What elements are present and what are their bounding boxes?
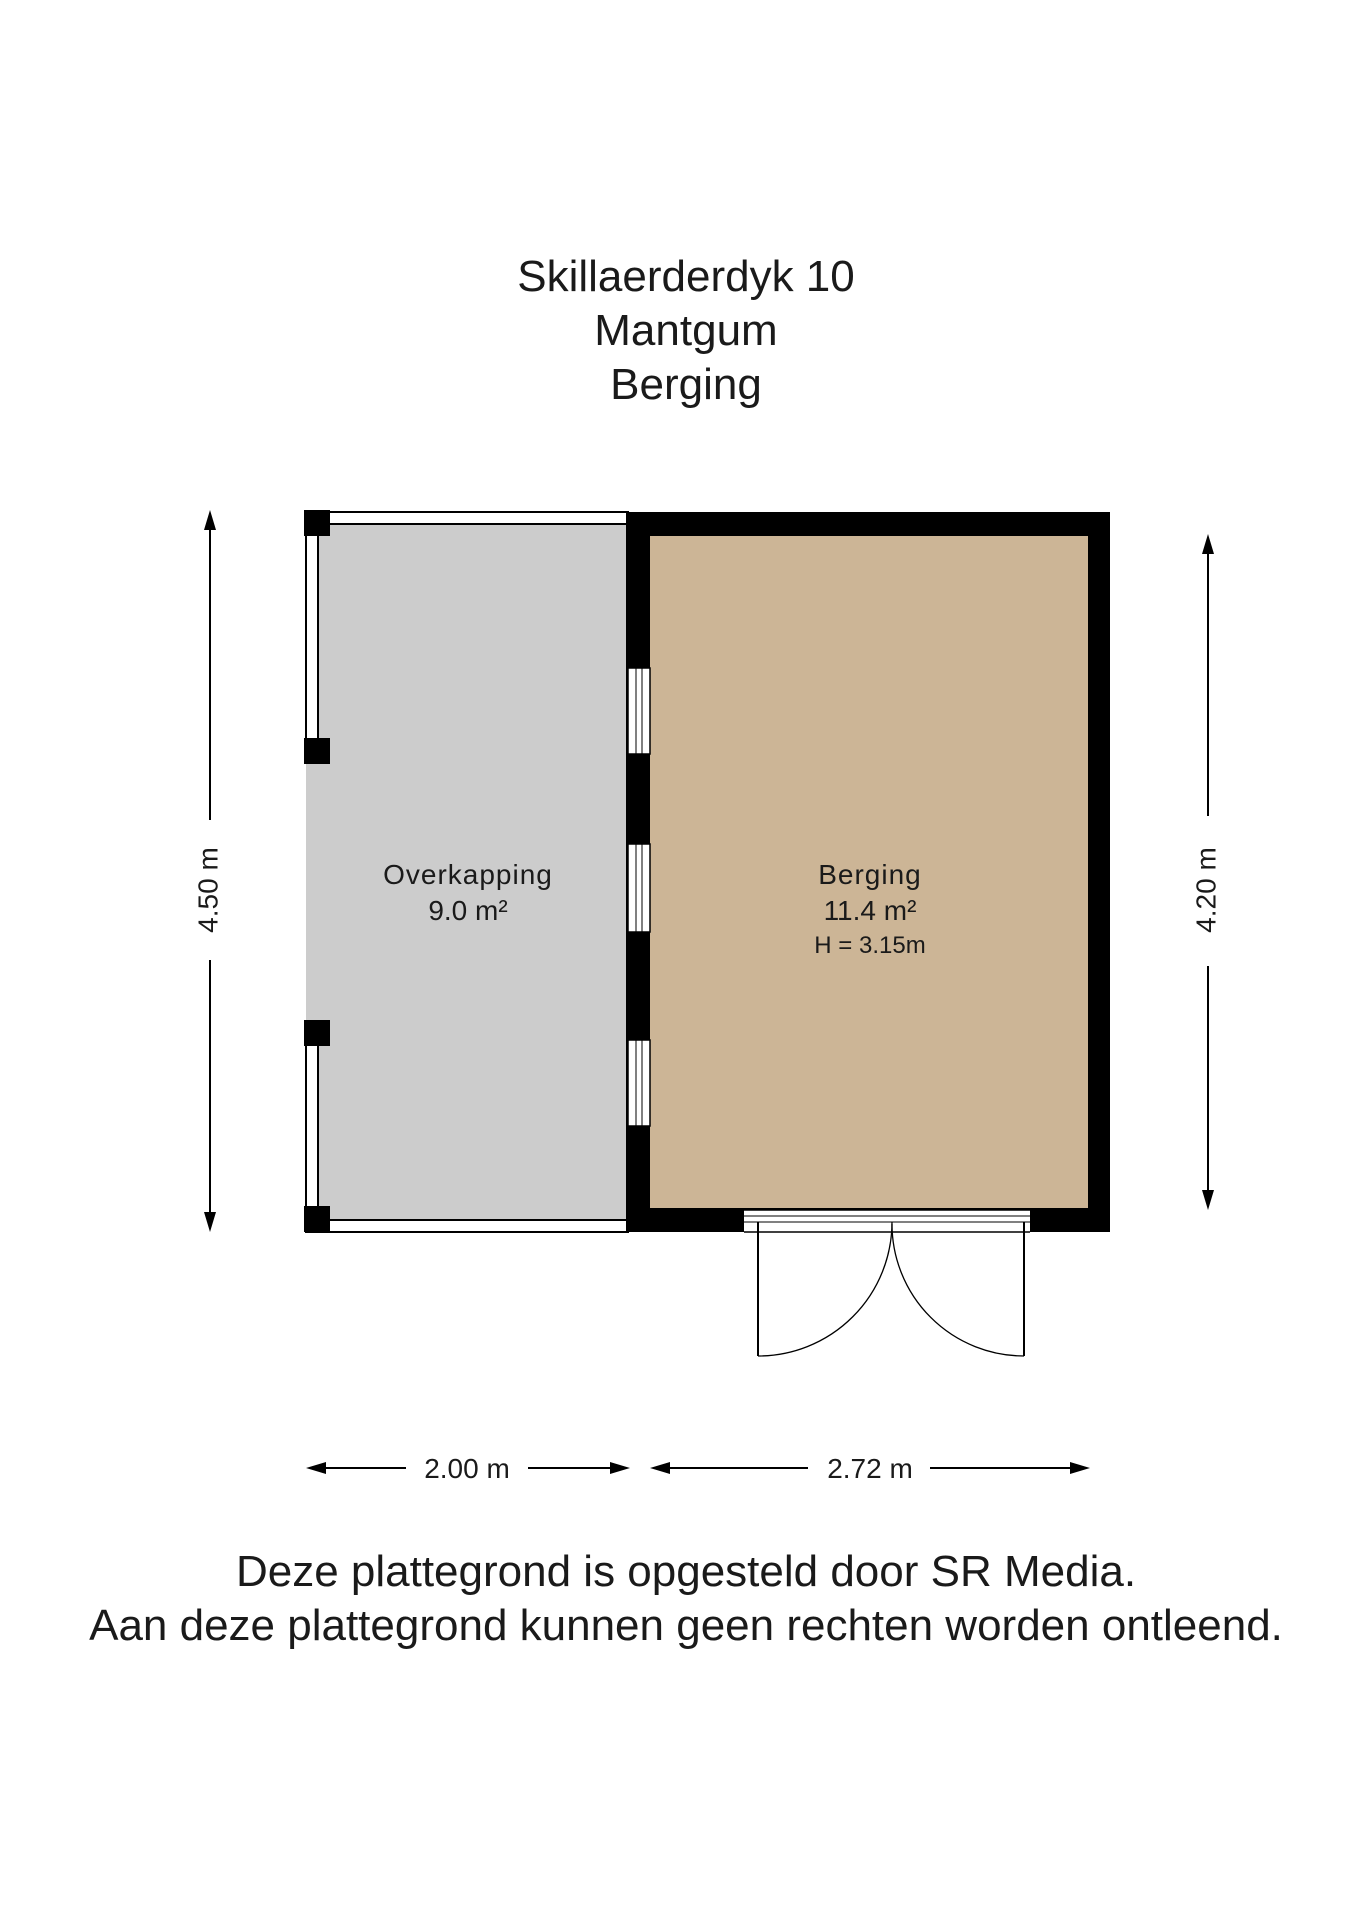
overkapping-left-beam-bottom [306,1040,318,1220]
overkapping-top-beam [306,512,628,524]
disclaimer-line-1: Deze plattegrond is opgesteld door SR Media. [235,1547,1137,1596]
right-height-label: 4.20 m [1190,847,1222,933]
left-height-label: 4.50 m [192,847,224,933]
dimension-left-height [192,510,223,1232]
post [304,1020,330,1046]
overkapping-area: 9.0 m² [428,895,508,926]
double-door [744,1210,1030,1356]
city-title: Mantgum [594,306,778,355]
overkapping-bottom-beam [306,1220,628,1232]
bottom-left-width-label: 2.00 m [424,1453,510,1484]
berging-name: Berging [818,859,922,890]
post [304,1206,330,1232]
overkapping-name: Overkapping [383,859,553,890]
dimension-bottom-right-width [650,1453,1090,1484]
disclaimer [0,1545,1358,1653]
address-title: Skillaerderdyk 10 [517,252,855,301]
disclaimer-line-2: Aan deze plattegrond kunnen geen rechten worden ontleend. [89,1601,1283,1650]
post [304,510,330,536]
window-1 [628,668,650,754]
berging-area: 11.4 m² [823,895,917,926]
dimension-right-height [1190,534,1221,1210]
bottom-right-width-label: 2.72 m [827,1453,913,1484]
post [304,738,330,764]
window-2 [628,844,650,932]
berging-height: H = 3.15m [814,932,926,959]
dimension-bottom-left-width [306,1453,630,1484]
window-3 [628,1040,650,1126]
overkapping-left-beam-top [306,530,318,754]
building-title: Berging [610,360,762,409]
